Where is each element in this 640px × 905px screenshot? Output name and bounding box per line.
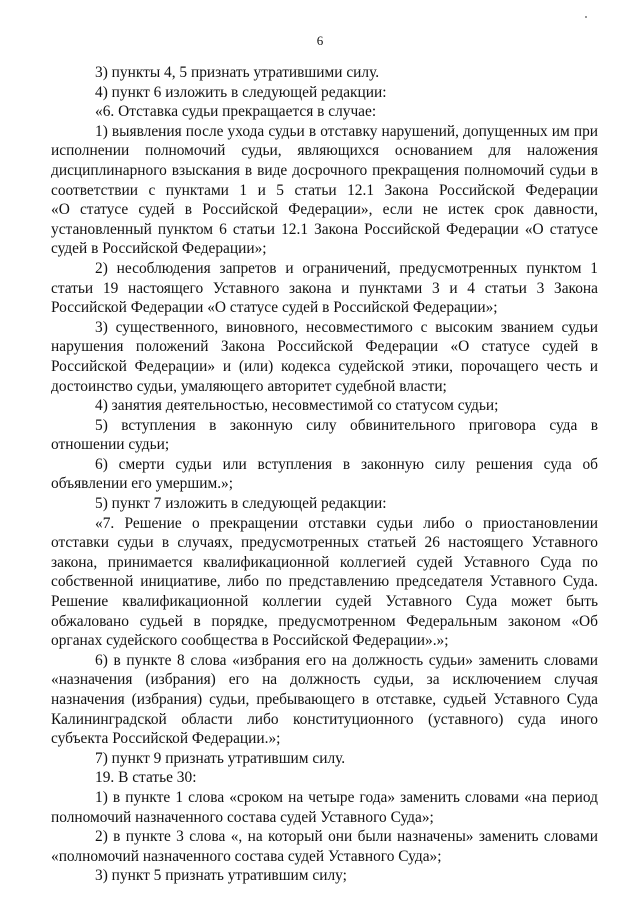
paragraph <box>51 788 598 827</box>
text-line: субъекта Российской Федерации.»; <box>51 730 281 748</box>
text-line: 3) пункт 5 признать утратившим силу; <box>95 867 347 885</box>
text-line: 6) смерти судьи или вступления в законную силу решения суда об <box>95 455 598 473</box>
text-line: объявлении его умершим.»; <box>51 475 234 493</box>
paragraph <box>51 259 598 318</box>
text-line: 3) пункты 4, 5 признать утратившими силу. <box>95 64 380 81</box>
paragraph <box>95 866 598 886</box>
paragraph <box>95 768 598 788</box>
text-line: «полномочий назначенного состава судей Уставного Суда»; <box>51 847 442 865</box>
paragraph <box>51 651 598 749</box>
text-line: Решение квалификационной коллегии судей Уставного Суда может быть <box>51 593 598 611</box>
text-line: отношении судьи; <box>51 436 170 454</box>
text-line: соответствии с пунктами 1 и 5 статьи 12.1 Закона Российской Федерации <box>51 181 598 199</box>
paragraph <box>95 396 598 416</box>
text-line: 4) пункт 6 изложить в следующей редакции: <box>95 83 387 101</box>
paragraph <box>51 318 598 396</box>
text-line: достоинство судьи, умаляющего авторитет судебной власти; <box>51 377 447 395</box>
paragraph <box>51 416 598 455</box>
document-body <box>51 63 598 886</box>
text-line: отставки судьи в случаях, предусмотренных статьей 26 настоящего Уставного <box>51 534 598 552</box>
text-line: 2) несоблюдения запретов и ограничений, предусмотренных пунктом 1 <box>95 259 598 277</box>
paragraph <box>51 122 598 259</box>
text-line: установленный пунктом 6 статьи 12.1 Закона Российской Федерации «О статусе <box>51 220 598 238</box>
text-line: 5) пункт 7 изложить в следующей редакции: <box>95 495 387 513</box>
text-line: «7. Решение о прекращении отставки судьи либо о приостановлении <box>95 514 598 532</box>
text-line: «6. Отставка судьи прекращается в случае: <box>95 103 377 121</box>
text-line: обжаловано судьей в порядке, предусмотренном Федеральным законом «Об <box>51 612 598 630</box>
text-line: органах судейского сообщества в Российской Федерации».»; <box>51 632 449 650</box>
text-line: исполнении полномочий судьи, являющихся основанием для наложения <box>51 142 598 160</box>
text-line: назначения (избрания) судьи, пребывающего в отставке, судьей Уставного Суда <box>51 691 598 708</box>
paragraph <box>95 749 598 769</box>
text-line: Российской Федерации «О статусе судей в Российской Федерации»; <box>51 299 498 317</box>
paragraph <box>95 102 598 122</box>
text-line: Российской Федерации» и (или) кодекса судейской этики, порочащего честь и <box>51 357 598 375</box>
text-line: 6) в пункте 8 слова «избрания его на должность судьи» заменить словами <box>95 651 598 669</box>
scan-speck <box>585 16 587 18</box>
text-line: 7) пункт 9 признать утратившим силу. <box>95 749 346 767</box>
page-number: 6 <box>316 33 324 48</box>
text-line: собственной инициативе, либо по представлению председателя Уставного Суда. <box>51 573 598 591</box>
text-line: Калининградской области либо конституционного (уставного) суда иного <box>51 710 598 728</box>
text-line: 1) в пункте 1 слова «сроком на четыре года» заменить словами «на период <box>95 788 598 806</box>
text-line: статьи 19 настоящего Уставного закона и пунктами 3 и 4 статьи 3 Закона <box>51 279 598 297</box>
paragraph <box>51 455 598 494</box>
text-line: 19. В статье 30: <box>95 769 197 787</box>
text-line: 5) вступления в законную силу обвинительного приговора суда в <box>95 416 598 434</box>
text-line: 1) выявления после ухода судьи в отставку нарушений, допущенных им при <box>95 122 598 140</box>
text-line: «О статусе судей в Российской Федерации», если не истек срок давности, <box>51 201 598 219</box>
text-line: судей в Российской Федерации»; <box>51 240 267 258</box>
text-line: закона, принимается квалификационной коллегией судей Уставного Суда по <box>51 553 598 571</box>
text-line: 4) занятия деятельностью, несовместимой со статусом судьи; <box>95 397 499 415</box>
paragraph <box>95 63 598 83</box>
paragraph <box>51 514 598 651</box>
paragraph <box>95 83 598 103</box>
paragraph <box>95 494 598 514</box>
text-line: полномочий назначенного состава судей Уставного Суда»; <box>51 808 434 826</box>
text-line: нарушения положений Закона Российской Федерации «О статусе судей в <box>51 338 598 356</box>
text-line: 2) в пункте 3 слова «, на который они были назначены» заменить словами <box>95 828 598 846</box>
text-line: дисциплинарного взыскания в виде досрочного прекращения полномочий судьи в <box>51 161 598 179</box>
text-line: «назначения (избрания) его на должность судьи, за исключением случая <box>51 671 598 689</box>
paragraph <box>51 827 598 866</box>
text-line: 3) существенного, виновного, несовместимого с высоким званием судьи <box>95 318 598 336</box>
